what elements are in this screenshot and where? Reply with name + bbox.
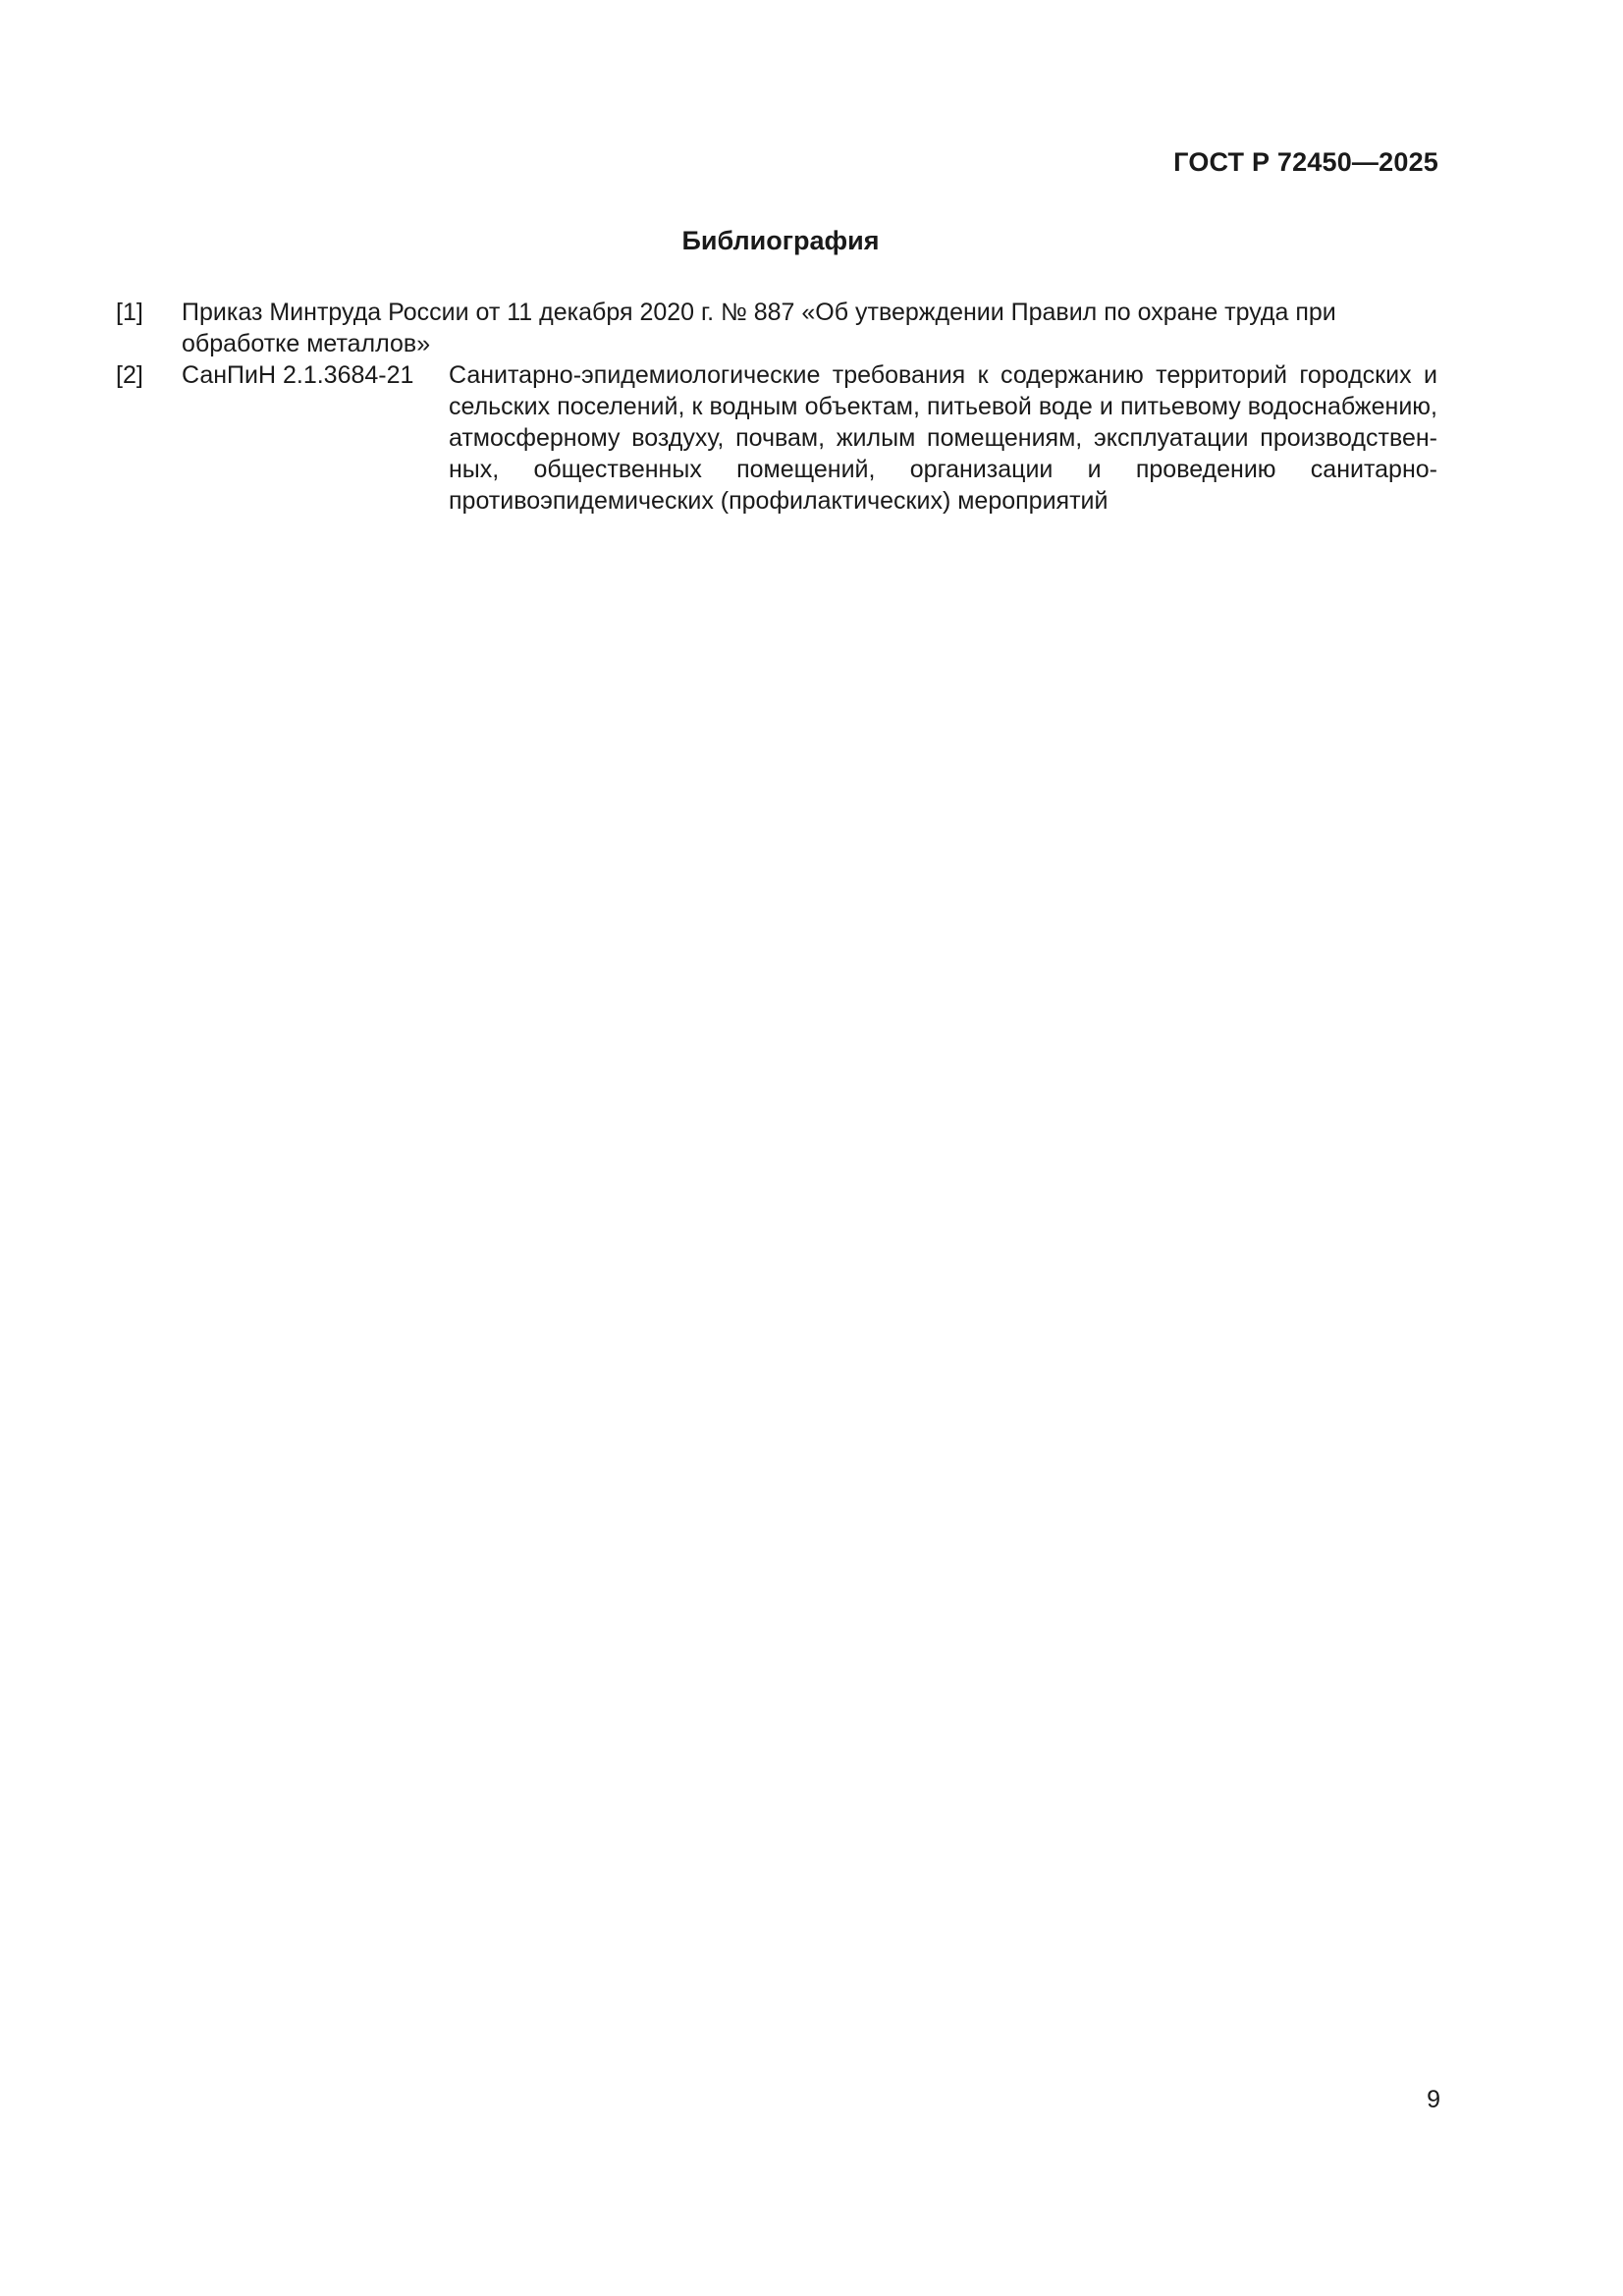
entry-code: СанПиН 2.1.3684-21	[182, 361, 414, 389]
bibliography-entry-2	[116, 359, 1437, 517]
entry-text: Приказ Минтруда России от 11 декабря 2020 г. № 887 «Об утверждении Правил по охране труда при обработке металлов»	[182, 299, 1336, 357]
entry-text: Санитарно-эпидемиологические требования к содержанию территорий городских и сельских поселений, к водным объектам, питьевой воде и питьевому водоснабжению, атмосферному воздуху, почвам, жилым помещениям, эксплуатации производственных, общественных помещений, организации и проведению санитарно-противоэпидемических (профилактических) мероприятий	[449, 361, 1437, 515]
entry-number: [2]	[116, 361, 143, 389]
document-code-header: ГОСТ Р 72450—2025	[1173, 147, 1438, 177]
entry-number: [1]	[116, 299, 143, 326]
bibliography-entry-1	[116, 297, 1437, 359]
page-number: 9	[1427, 2086, 1440, 2113]
bibliography-list	[116, 297, 1437, 517]
section-title: Библиография	[681, 226, 880, 255]
